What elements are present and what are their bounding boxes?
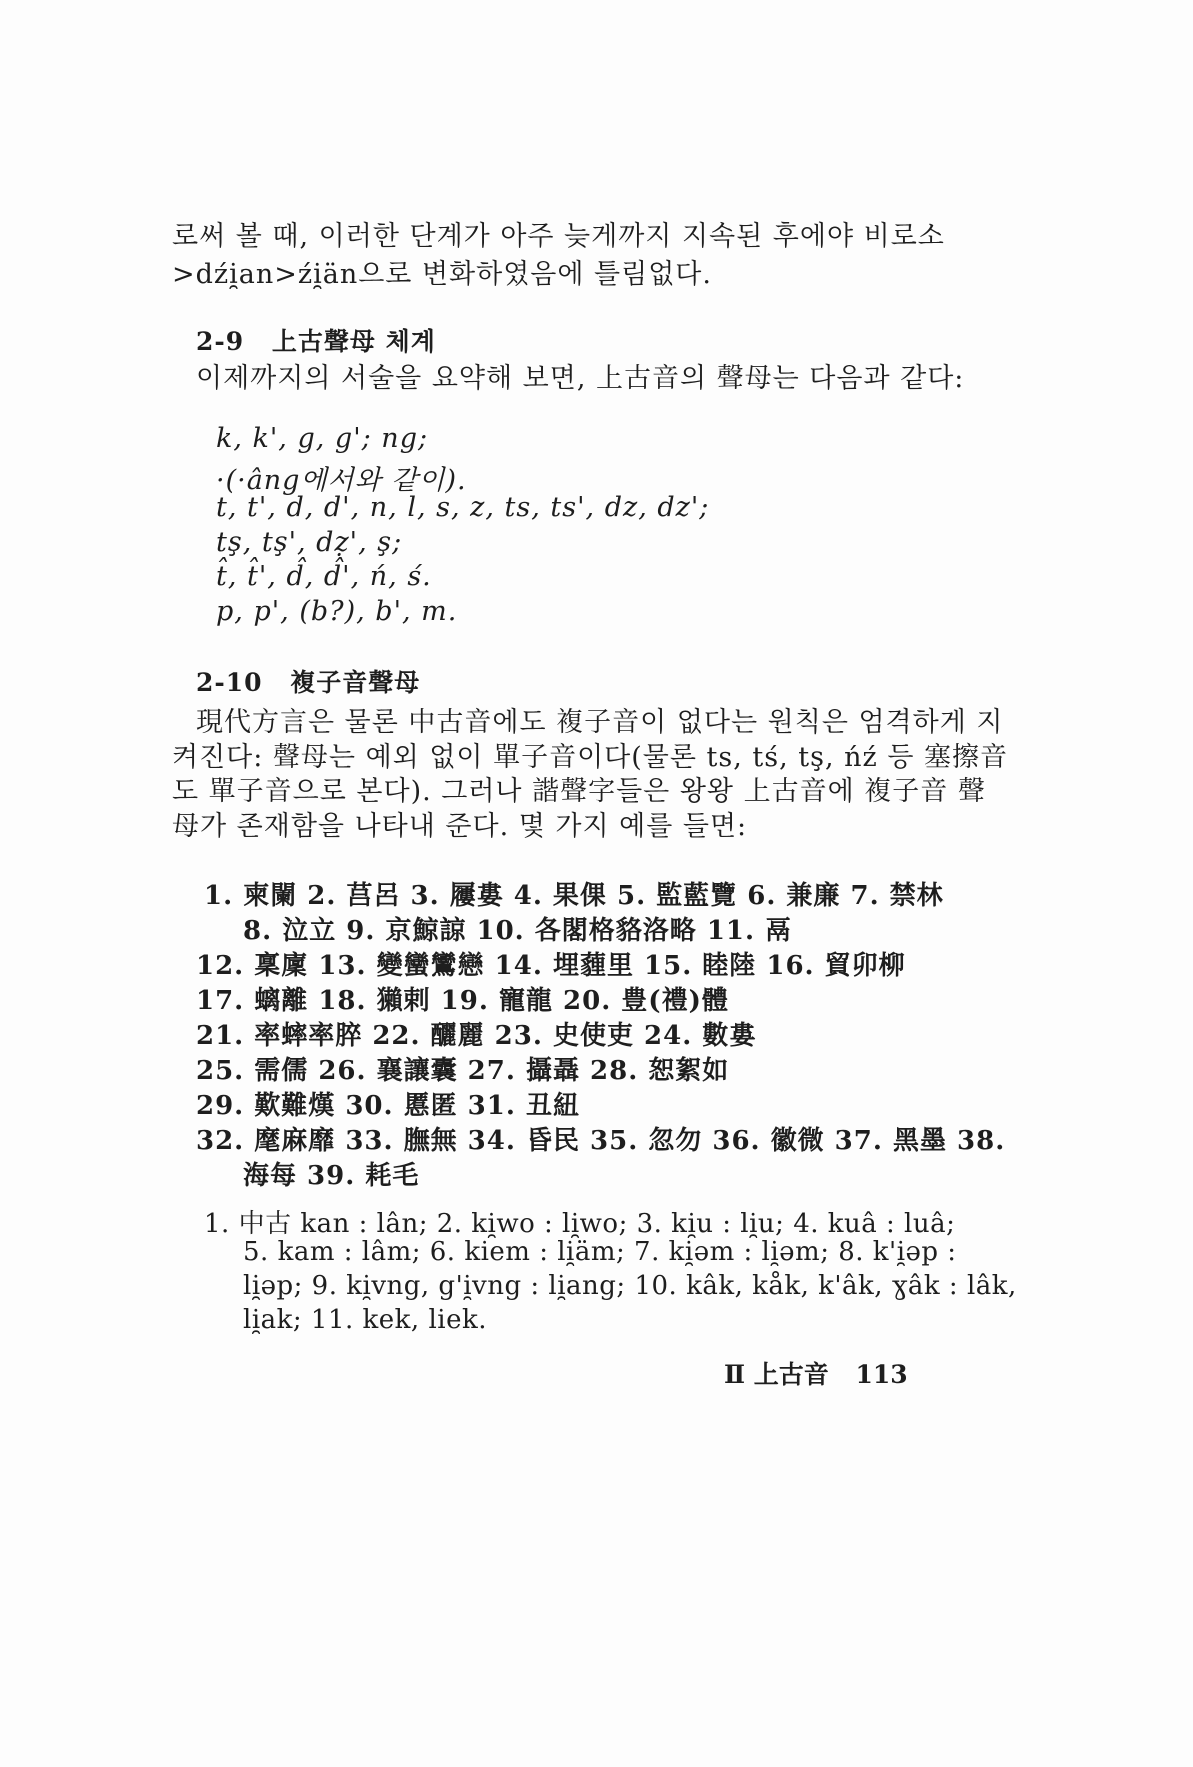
examples-line: 12. 稟廩 13. 變蠻鸞戀 14. 埋薶里 15. 睦陸 16. 貿卯柳 xyxy=(196,951,906,981)
examples-line: 32. 麾麻靡 33. 膴無 34. 昏民 35. 忽勿 36. 徽微 37. 黑墨 38. xyxy=(196,1126,1006,1156)
page-number: 113 xyxy=(855,1360,908,1389)
readings-line: li̯ak; 11. kek, liek. xyxy=(243,1305,487,1335)
consonant-row-glottal: ·(·âng에서와 같이). xyxy=(216,465,467,496)
readings-line: li̯əp; 9. ki̯vng, g'i̯vng : li̯ang; 10. kâk, kåk, k'âk, ɣâk : lâk, xyxy=(243,1271,1017,1301)
section-title: 複子音聲母 xyxy=(290,668,421,697)
page-footer xyxy=(724,1355,908,1391)
section-title: 上古聲母 체계 xyxy=(271,327,436,356)
examples-line: 8. 泣立 9. 京鯨諒 10. 各閣格貉洛略 11. 鬲 xyxy=(243,916,793,946)
examples-line: 海每 39. 耗毛 xyxy=(243,1161,420,1191)
section-2-9-intro: 이제까지의 서술을 요약해 보면, 上古音의 聲母는 다음과 같다: xyxy=(196,363,965,394)
paragraph-line: 켜진다: 聲母는 예외 없이 單子音이다(물론 ts, tś, tş, ńź 등 塞擦音 xyxy=(172,742,1009,773)
section-number: 2-9 xyxy=(196,327,245,356)
chapter-label: Ⅱ 上古音 xyxy=(724,1360,829,1389)
intro-line-1: 로써 볼 때, 이러한 단계가 아주 늦게까지 지속된 후에야 비로소 xyxy=(172,221,945,252)
consonant-row-palatals: t̂, t̂', d̂, d̂', ń, ś. xyxy=(216,561,432,592)
section-2-9-heading xyxy=(196,322,436,358)
consonant-row-retroflex: tş, tş', dẓ', ş; xyxy=(216,527,403,558)
paragraph-line: 母가 존재함을 나타내 준다. 몇 가지 예를 들면: xyxy=(172,811,748,842)
examples-line: 17. 螭離 18. 獺剌 19. 寵龍 20. 豊(禮)體 xyxy=(196,986,729,1016)
paragraph-line: 現代方言은 물론 中古音에도 複子音이 없다는 원칙은 엄격하게 지 xyxy=(196,707,1004,738)
consonant-row-velars: k, k', g, g'; ng; xyxy=(216,423,429,454)
readings-line: 5. kam : lâm; 6. kiem : li̯äm; 7. ki̯əm : li̯əm; 8. k'i̯əp : xyxy=(243,1237,957,1267)
section-2-10-heading xyxy=(196,663,420,699)
paragraph-line: 도 單子音으로 본다). 그러나 諧聲字들은 왕왕 上古音에 複子音 聲 xyxy=(172,776,986,807)
examples-line: 1. 柬闌 2. 莒呂 3. 屨婁 4. 果倮 5. 監藍覽 6. 兼廉 7. 禁林 xyxy=(204,881,944,911)
intro-line-2: >dźi̯an>źi̯än으로 변화하였음에 틀림없다. xyxy=(172,259,712,290)
consonant-row-dentals: t, t', d, d', n, l, s, z, ts, ts', dz, dz'; xyxy=(216,492,710,523)
readings-line: 1. 中古 kan : lân; 2. ki̯wo : li̯wo; 3. ki̯u : li̯u; 4. kuâ : luâ; xyxy=(204,1209,956,1239)
consonant-row-labials: p, p', (b?), b', m. xyxy=(216,596,458,627)
examples-line: 21. 率蟀率脺 22. 釃麗 23. 史使吏 24. 數婁 xyxy=(196,1021,757,1051)
examples-line: 25. 需儒 26. 襄讓囊 27. 攝聶 28. 恕絮如 xyxy=(196,1056,730,1086)
examples-line: 29. 歎難熯 30. 慝匿 31. 丑紐 xyxy=(196,1091,580,1121)
section-number: 2-10 xyxy=(196,668,263,697)
